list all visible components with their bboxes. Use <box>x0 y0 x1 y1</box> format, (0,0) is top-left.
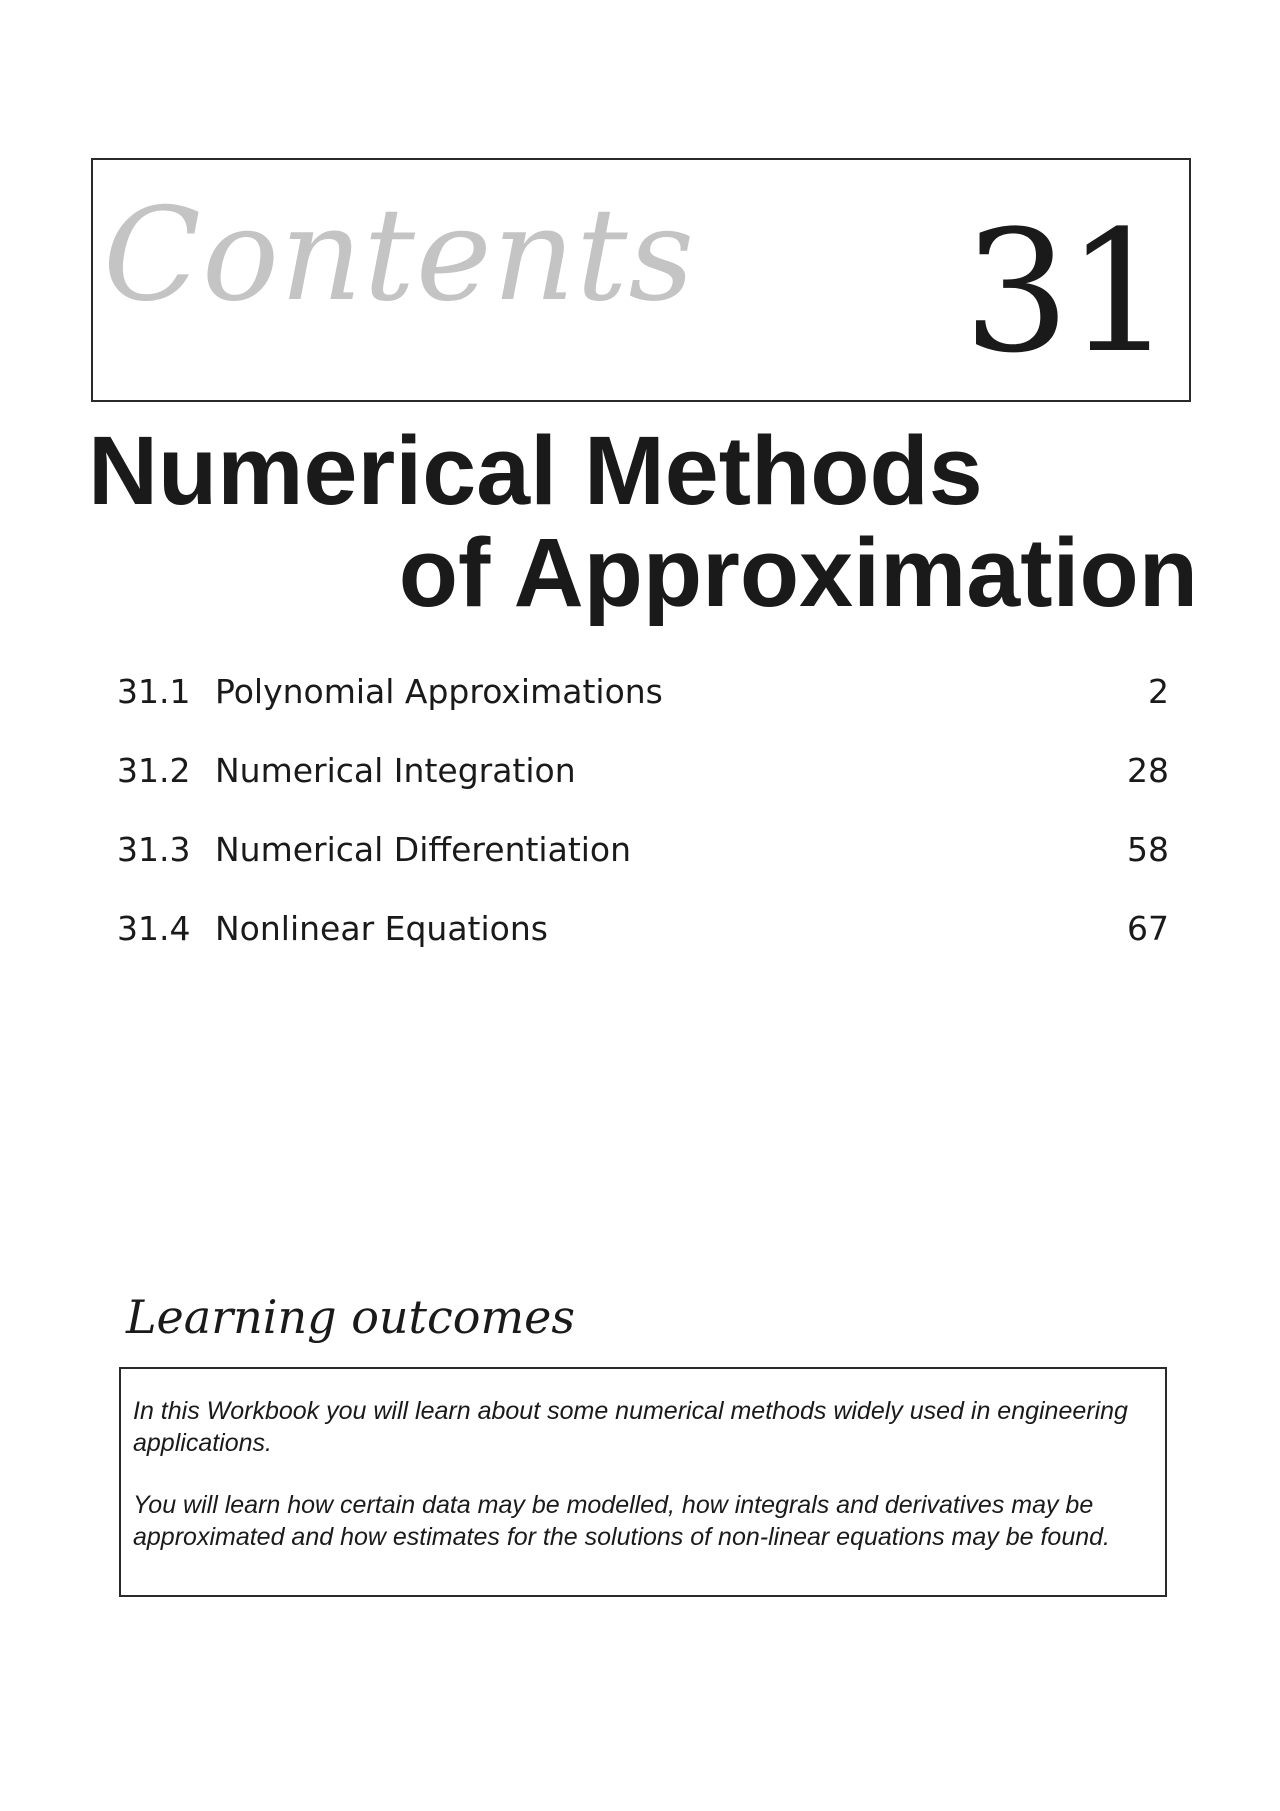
toc-page-number: 2 <box>1148 672 1169 711</box>
page-title-line-1: Numerical Methods <box>88 416 983 525</box>
toc-page-number: 58 <box>1127 830 1169 869</box>
toc-section-title: Nonlinear Equations <box>215 909 548 948</box>
toc-entry[interactable] <box>117 830 1169 909</box>
toc-section-title: Numerical Differentiation <box>215 830 632 869</box>
toc-section-title: Polynomial Approximations <box>215 672 663 711</box>
toc-page-number: 67 <box>1127 909 1169 948</box>
learning-outcomes-heading: Learning outcomes <box>126 1290 575 1344</box>
toc-section-title: Numerical Integration <box>215 751 576 790</box>
toc-section-number: 31.1 <box>117 672 191 711</box>
table-of-contents <box>117 672 1169 988</box>
page-title-line-2: of Approximation <box>398 518 1198 627</box>
chapter-number: 31 <box>963 194 1169 390</box>
learning-outcomes-paragraph: In this Workbook you will learn about some numerical methods widely used in engineering applications. <box>133 1397 1128 1457</box>
page-title <box>88 416 1198 627</box>
contents-header-box <box>91 158 1191 402</box>
toc-page-number: 28 <box>1127 751 1169 790</box>
toc-entry[interactable] <box>117 672 1169 751</box>
toc-section-number: 31.3 <box>117 830 191 869</box>
toc-section-number: 31.4 <box>117 909 191 948</box>
toc-entry[interactable] <box>117 751 1169 830</box>
toc-entry[interactable] <box>117 909 1169 988</box>
contents-label: Contents <box>103 181 696 330</box>
learning-outcomes-paragraph: You will learn how certain data may be modelled, how integrals and derivatives may be approximated and how estimates for the solutions of non-linear equations may be found. <box>133 1491 1110 1551</box>
learning-outcomes-box <box>119 1367 1167 1597</box>
toc-section-number: 31.2 <box>117 751 191 790</box>
